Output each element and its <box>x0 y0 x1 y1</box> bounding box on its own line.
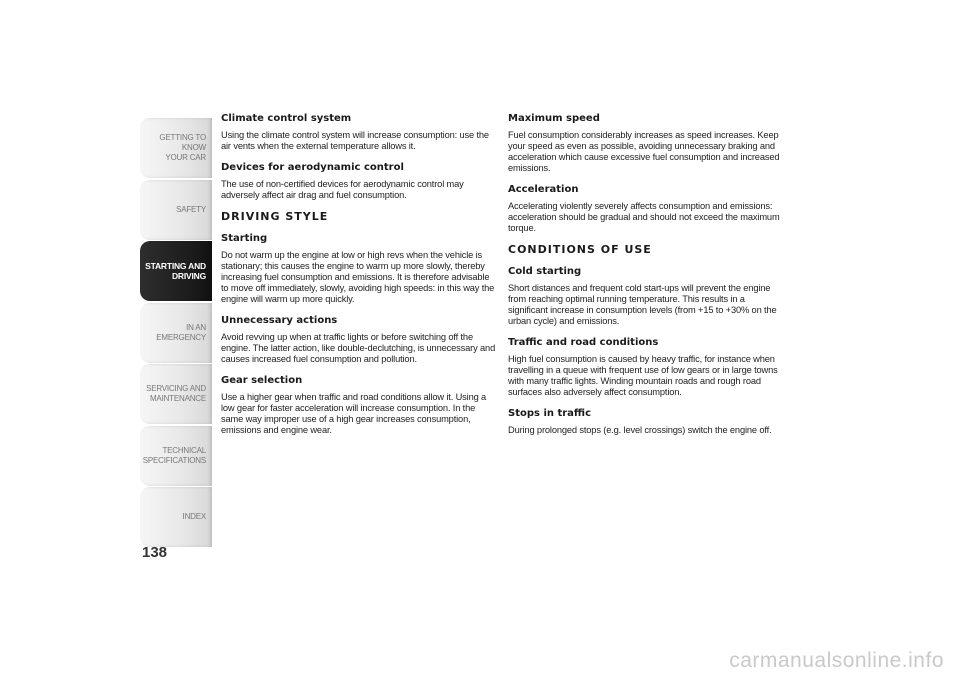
watermark: carmanualsonline.info <box>729 649 944 672</box>
paragraph-aerodynamic-devices: The use of non-certified devices for aerodynamic control may adversely affect air drag and fuel consumption. <box>221 179 464 200</box>
tab-label: TECHNICAL SPECIFICATIONS <box>142 445 206 465</box>
paragraph-unnecessary-actions: Avoid revving up when at traffic lights or before switching off the engine. The latter action, like double-declutching, is unnecessary and causes increased fuel consumption and pollution. <box>221 332 496 364</box>
heading-stops-in-traffic: Stops in traffic <box>508 408 592 419</box>
heading-unnecessary-actions: Unnecessary actions <box>221 315 338 326</box>
page-number: 138 <box>142 544 168 561</box>
heading-aerodynamic-devices: Devices for aerodynamic control <box>221 162 404 173</box>
paragraph-stops-in-traffic: During prolonged stops (e.g. level crossings) switch the engine off. <box>508 425 772 435</box>
heading-climate-control: Climate control system <box>221 113 352 124</box>
tab-label: SERVICING AND MAINTENANCE <box>146 384 206 403</box>
tab-index[interactable] <box>140 487 212 547</box>
paragraph-acceleration: Accelerating violently severely affects consumption and emissions: acceleration should be gradual and should not exceed the maximum torque. <box>508 201 780 233</box>
tab-label: STARTING AND DRIVING <box>145 261 206 281</box>
section-title-driving-style: DRIVING STYLE <box>221 210 329 223</box>
paragraph-maximum-speed: Fuel consumption considerably increases as speed increases. Keep your speed as even as possible, avoiding unnecessary braking and acceleration which cause excessive fuel consumption and increased emissions. <box>508 130 780 173</box>
paragraph-traffic-road-conditions: High fuel consumption is caused by heavy traffic, for instance when travelling in a queue with frequent use of low gears or in large towns with many traffic lights. Winding mountain roads and rough road surfaces also adversely affect consumption. <box>508 354 778 397</box>
heading-cold-starting: Cold starting <box>508 266 582 277</box>
tab-label: GETTING TO KNOW YOUR CAR <box>159 133 206 162</box>
left-column <box>221 112 497 445</box>
tab-getting-to-know-your-car[interactable] <box>140 118 212 178</box>
heading-traffic-road-conditions: Traffic and road conditions <box>508 337 659 348</box>
heading-acceleration: Acceleration <box>508 184 579 195</box>
paragraph-gear-selection: Use a higher gear when traffic and road conditions allow it. Using a low gear for faster acceleration will increase consumption. In the same way improper use of a high gear increases consumption, emissions and engine wear. <box>221 392 487 435</box>
right-column <box>508 112 784 445</box>
tab-servicing-and-maintenance[interactable] <box>140 364 212 424</box>
heading-starting: Starting <box>221 233 268 244</box>
heading-maximum-speed: Maximum speed <box>508 113 600 124</box>
tab-technical-specifications[interactable] <box>140 426 212 486</box>
tab-starting-and-driving[interactable] <box>140 241 212 301</box>
tab-label: INDEX <box>182 512 206 521</box>
heading-gear-selection: Gear selection <box>221 375 303 386</box>
tab-label: IN AN EMERGENCY <box>156 322 206 342</box>
tab-safety[interactable] <box>140 180 212 240</box>
tab-label: SAFETY <box>176 204 206 214</box>
tab-in-an-emergency[interactable] <box>140 303 212 363</box>
chapter-tabs <box>140 118 212 549</box>
paragraph-climate-control: Using the climate control system will increase consumption: use the air vents when the external temperature allows it. <box>221 130 489 151</box>
section-title-conditions-of-use: CONDITIONS OF USE <box>508 243 652 256</box>
paragraph-starting: Do not warm up the engine at low or high revs when the vehicle is stationary; this causes the engine to warm up more slowly, thereby increasing fuel consumption and emissions. It is therefore advisable to move off immediately, slowly, avoiding high speeds: in this way the engine will warm up more quickly. <box>221 250 495 304</box>
paragraph-cold-starting: Short distances and frequent cold start-ups will prevent the engine from reaching optimal running temperature. This results in a significant increase in consumption levels (from +15 to +30% on the urban cycle) and emissions. <box>508 283 777 326</box>
